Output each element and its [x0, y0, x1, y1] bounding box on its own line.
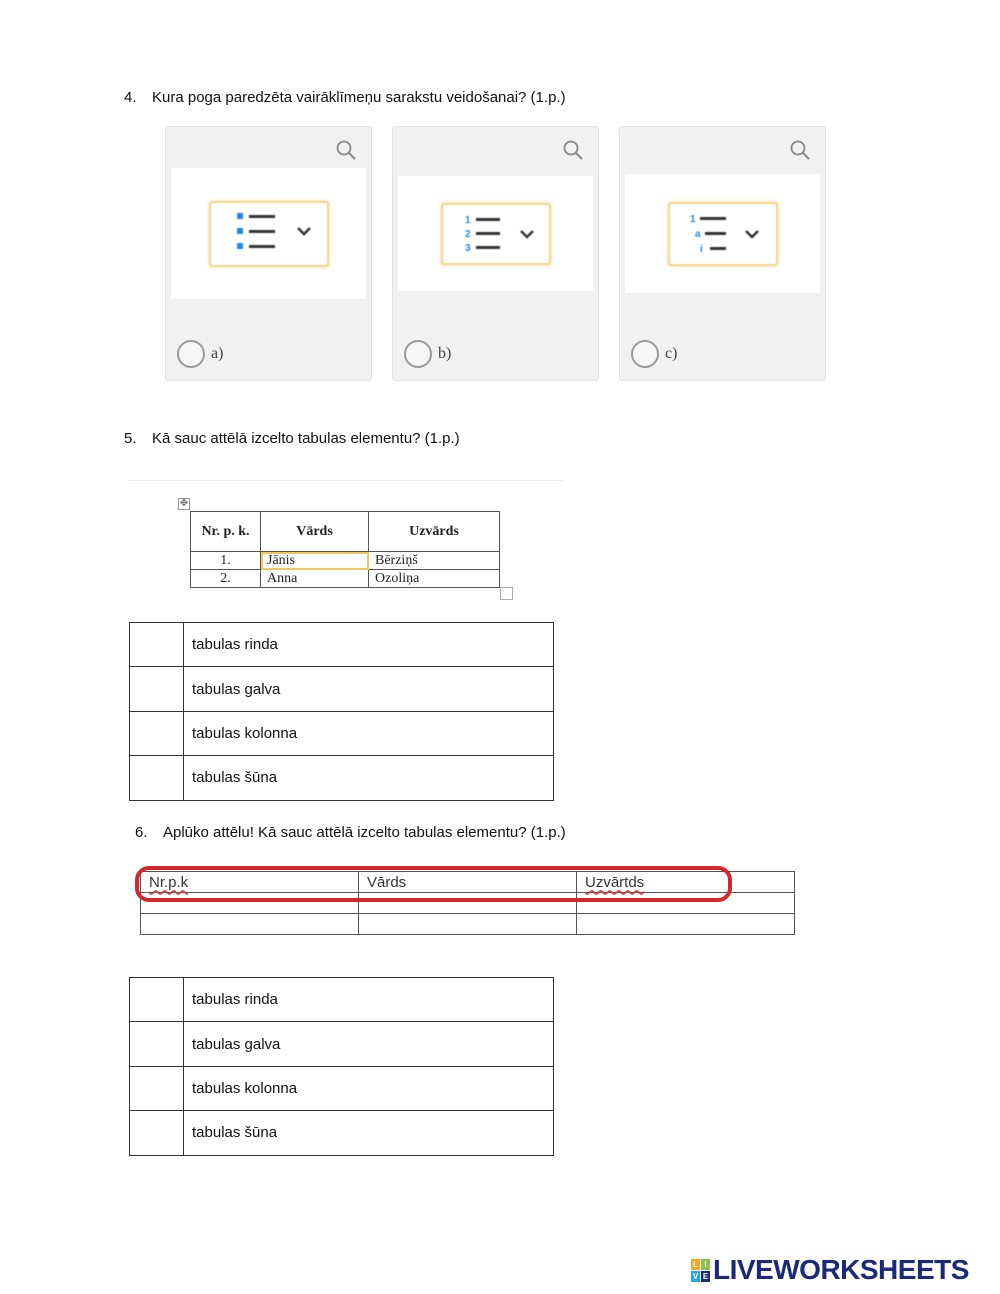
answer-checkbox[interactable] — [130, 711, 184, 755]
answer-row — [130, 623, 554, 667]
radio-option-c[interactable] — [631, 340, 659, 368]
numbered-list-digit-2: 2 — [464, 228, 471, 240]
radio-option-b[interactable] — [404, 340, 432, 368]
figure-header-cell: Vārds — [261, 512, 369, 552]
figure-2-cell — [577, 893, 795, 914]
answer-label: tabulas kolonna — [184, 1066, 554, 1110]
answer-row — [130, 1022, 554, 1066]
answer-row — [130, 711, 554, 755]
answer-label: tabulas galva — [184, 1022, 554, 1066]
figure-2-header-cell — [577, 872, 795, 893]
answer-row — [130, 1066, 554, 1110]
figure-2-cell — [359, 914, 577, 935]
question-4-title — [124, 89, 566, 106]
question-6-title — [135, 824, 566, 841]
figure-2-header-text: Uzvārtds — [585, 873, 645, 891]
example-table-figure — [190, 511, 500, 588]
option-card-c[interactable] — [619, 126, 826, 381]
zoom-icon[interactable] — [562, 139, 584, 161]
numbered-list-digit-1: 1 — [464, 214, 471, 226]
answer-checkbox[interactable] — [130, 1111, 184, 1155]
table-resize-handle-icon — [500, 587, 513, 600]
multilevel-glyph-1: 1 — [689, 213, 696, 225]
question-6-number: 6. — [135, 824, 148, 841]
zoom-icon[interactable] — [789, 139, 811, 161]
figure-2-header-cell — [359, 872, 577, 893]
question-4-number: 4. — [124, 89, 137, 106]
liveworksheets-logo[interactable] — [691, 1254, 969, 1286]
answer-row — [130, 1111, 554, 1155]
multilevel-glyph-i: i — [699, 243, 703, 255]
figure-header-cell: Nr. p. k. — [191, 512, 261, 552]
answer-label: tabulas rinda — [184, 978, 554, 1022]
answer-label: tabulas šūna — [184, 1111, 554, 1155]
radio-option-a[interactable] — [177, 340, 205, 368]
numbered-list-button-image — [441, 203, 551, 265]
answer-checkbox[interactable] — [130, 1066, 184, 1110]
logo-tile: V — [692, 1271, 699, 1281]
example-table-figure-2 — [140, 871, 795, 935]
logo-tile: L — [691, 1259, 700, 1270]
answer-checkbox[interactable] — [130, 667, 184, 711]
answer-label: tabulas rinda — [184, 623, 554, 667]
option-image-b — [398, 176, 593, 291]
figure-2-header-text: Vārds — [367, 873, 407, 891]
numbered-list-digit-3: 3 — [464, 242, 471, 254]
question-6-answers — [129, 977, 554, 1156]
figure-cell: 2. — [191, 570, 261, 588]
answer-label: tabulas kolonna — [184, 711, 554, 755]
multilevel-list-icon — [670, 204, 776, 264]
option-label-a: a) — [211, 345, 224, 362]
answer-checkbox[interactable] — [130, 756, 184, 800]
table-move-handle-icon: ✥ — [179, 498, 189, 509]
figure-cell: Ozoliņa — [369, 570, 500, 588]
bullet-list-button-image — [209, 201, 329, 267]
question-4-text: Kura poga paredzēta vairāklīmeņu sarakstu veidošanai? (1.p.) — [152, 89, 566, 106]
figure-cell: Anna — [261, 570, 369, 588]
bullet-list-icon — [211, 203, 327, 265]
figure-2-cell — [359, 893, 577, 914]
option-label-b: b) — [438, 345, 452, 362]
answer-checkbox[interactable] — [130, 1022, 184, 1066]
logo-tile: I — [701, 1259, 710, 1270]
zoom-icon[interactable] — [335, 139, 357, 161]
figure-highlighted-cell: Jānis — [261, 552, 369, 570]
option-card-a[interactable] — [165, 126, 372, 381]
figure-2-cell — [577, 914, 795, 935]
figure-row — [191, 552, 500, 570]
answer-checkbox[interactable] — [130, 978, 184, 1022]
numbered-list-icon — [443, 205, 549, 263]
question-5-number: 5. — [124, 430, 137, 447]
figure-2-cell — [141, 893, 359, 914]
figure-2-cell — [141, 914, 359, 935]
option-image-c — [625, 174, 820, 293]
figure-header-row — [191, 512, 500, 552]
option-card-b[interactable] — [392, 126, 599, 381]
figure-row — [191, 570, 500, 588]
logo-tile: E — [702, 1271, 709, 1281]
option-image-a — [171, 168, 366, 299]
option-label-c: c) — [665, 345, 678, 362]
figure-2-header-cell — [141, 872, 359, 893]
logo-tiles-icon — [691, 1259, 710, 1282]
figure-divider — [128, 480, 564, 481]
question-5-title — [124, 430, 460, 447]
answer-checkbox[interactable] — [130, 623, 184, 667]
figure-2-header-row — [141, 872, 795, 893]
multilevel-glyph-a: a — [694, 228, 701, 240]
question-5-text: Kā sauc attēlā izcelto tabulas elementu? (1.p.) — [152, 430, 460, 447]
question-6-text: Aplūko attēlu! Kā sauc attēlā izcelto tabulas elementu? (1.p.) — [163, 824, 566, 841]
answer-row — [130, 667, 554, 711]
figure-cell: 1. — [191, 552, 261, 570]
figure-2-row — [141, 893, 795, 914]
figure-2-row — [141, 914, 795, 935]
question-5-answers — [129, 622, 554, 801]
answer-label: tabulas galva — [184, 667, 554, 711]
logo-wordmark: LIVEWORKSHEETS — [713, 1254, 969, 1285]
multilevel-list-button-image — [668, 202, 778, 266]
answer-label: tabulas šūna — [184, 756, 554, 800]
figure-header-cell: Uzvārds — [369, 512, 500, 552]
answer-row — [130, 756, 554, 800]
figure-cell: Bērziņš — [369, 552, 500, 570]
figure-2-header-text: Nr.p.k — [149, 873, 189, 891]
answer-row — [130, 978, 554, 1022]
